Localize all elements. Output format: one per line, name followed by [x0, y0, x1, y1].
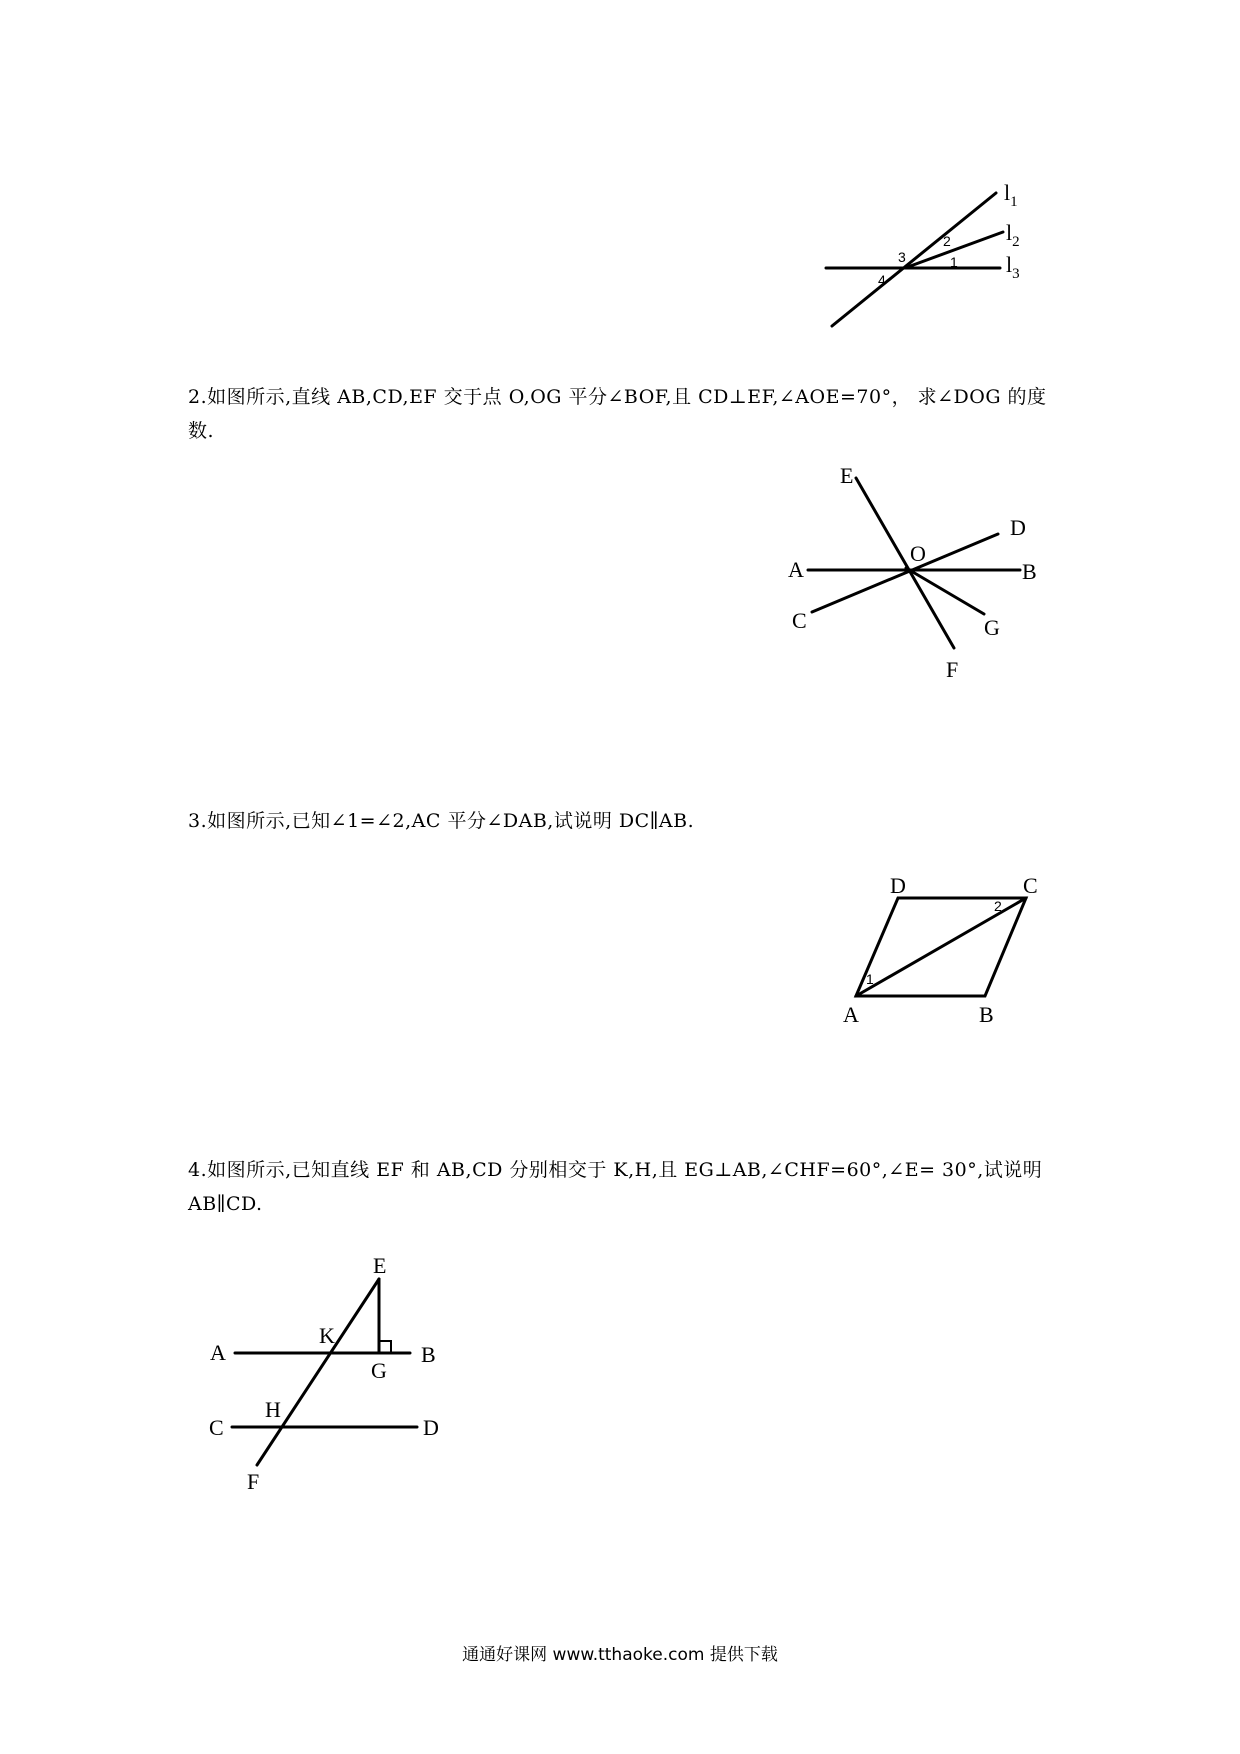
label-d: D: [1010, 515, 1026, 540]
figure-1-intersecting-lines: [810, 160, 1070, 340]
angle-label-3: 3: [898, 249, 906, 265]
line-l1: [832, 193, 996, 326]
label-b: B: [421, 1342, 436, 1367]
label-g: G: [984, 615, 1000, 640]
label-a: A: [210, 1340, 226, 1365]
label-e: E: [840, 463, 854, 488]
figure-2-lines-through-o: [770, 455, 1060, 695]
label-d: D: [423, 1415, 439, 1440]
label-a: A: [843, 1002, 859, 1027]
label-c: C: [1023, 873, 1038, 898]
figure-4-transversal: [195, 1255, 465, 1495]
angle-label-2: 2: [994, 898, 1002, 914]
label-a: A: [788, 557, 804, 582]
label-b: B: [979, 1002, 994, 1027]
label-d: D: [890, 873, 906, 898]
label-e: E: [373, 1253, 387, 1278]
label-l1: $l_1$: [1004, 180, 1018, 210]
line-cd: [812, 534, 998, 612]
label-f: F: [946, 657, 959, 682]
line-og: [906, 568, 984, 614]
right-angle-mark: [379, 1341, 391, 1353]
angle-label-2: 2: [943, 233, 951, 249]
label-o: O: [910, 541, 926, 566]
label-h: H: [265, 1397, 281, 1422]
angle-label-1: 1: [866, 971, 874, 987]
label-g: G: [371, 1358, 387, 1383]
angle-label-4: 4: [878, 272, 886, 288]
label-k: K: [319, 1323, 335, 1348]
page-footer: 通通好课网 www.tthaoke.com 提供下载: [462, 1645, 778, 1665]
label-l3: $l_3$: [1006, 252, 1020, 282]
label-c: C: [209, 1415, 224, 1440]
problem-2-text: 2.如图所示,直线 AB,CD,EF 交于点 O,OG 平分∠BOF,且 CD⊥EF,∠AOE=70°， 求∠DOG 的度数.: [188, 386, 1047, 442]
problem-4-text: 4.如图所示,已知直线 EF 和 AB,CD 分别相交于 K,H,且 EG⊥AB,∠CHF=60°,∠E= 30°,试说明 AB∥CD.: [188, 1159, 1043, 1215]
problem-3-text: 3.如图所示,已知∠1=∠2,AC 平分∠DAB,试说明 DC∥AB.: [188, 810, 695, 832]
line-ef: [257, 1279, 379, 1465]
line-ef: [856, 478, 954, 648]
label-c: C: [792, 608, 807, 633]
figure-3-quadrilateral: [830, 865, 1060, 1045]
angle-label-1: 1: [950, 254, 958, 270]
label-f: F: [247, 1469, 260, 1494]
label-b: B: [1022, 559, 1037, 584]
label-l2: $l_2$: [1006, 220, 1020, 250]
